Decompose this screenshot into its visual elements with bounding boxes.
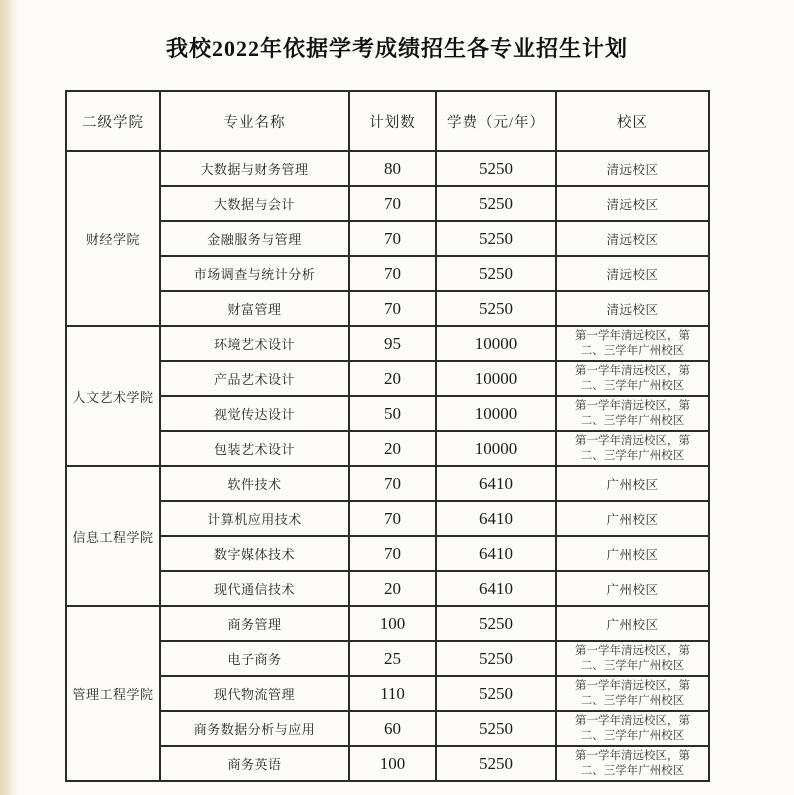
campus-cell: 第一学年清远校区，第二、三学年广州校区	[556, 431, 709, 466]
table-row	[66, 466, 709, 501]
campus-cell: 第一学年清远校区，第二、三学年广州校区	[556, 396, 709, 431]
table-row	[66, 711, 709, 746]
campus-cell: 广州校区	[556, 466, 709, 501]
campus-cell: 第一学年清远校区，第二、三学年广州校区	[556, 641, 709, 676]
major-cell: 数字媒体技术	[160, 536, 349, 571]
plan-count-cell: 70	[349, 291, 436, 326]
plan-count-cell: 95	[349, 326, 436, 361]
header-major: 专业名称	[160, 91, 349, 151]
major-cell: 商务数据分析与应用	[160, 711, 349, 746]
campus-cell: 广州校区	[556, 536, 709, 571]
major-cell: 产品艺术设计	[160, 361, 349, 396]
campus-cell: 清远校区	[556, 221, 709, 256]
major-cell: 计算机应用技术	[160, 501, 349, 536]
table-row	[66, 396, 709, 431]
major-cell: 包装艺术设计	[160, 431, 349, 466]
plan-count-cell: 20	[349, 361, 436, 396]
tuition-cell: 5250	[436, 256, 556, 291]
college-cell: 信息工程学院	[66, 466, 160, 606]
plan-count-cell: 70	[349, 256, 436, 291]
plan-count-cell: 70	[349, 221, 436, 256]
plan-count-cell: 70	[349, 536, 436, 571]
header-tuition: 学费（元/年）	[436, 91, 556, 151]
tuition-cell: 5250	[436, 676, 556, 711]
tuition-cell: 5250	[436, 606, 556, 641]
major-cell: 商务英语	[160, 746, 349, 781]
header-college: 二级学院	[66, 91, 160, 151]
table-row	[66, 676, 709, 711]
plan-count-cell: 25	[349, 641, 436, 676]
plan-count-cell: 70	[349, 466, 436, 501]
table-row	[66, 291, 709, 326]
college-cell: 人文艺术学院	[66, 326, 160, 466]
tuition-cell: 5250	[436, 641, 556, 676]
campus-cell: 第一学年清远校区，第二、三学年广州校区	[556, 711, 709, 746]
major-cell: 软件技术	[160, 466, 349, 501]
page-edge-strip	[0, 0, 20, 795]
tuition-cell: 5250	[436, 746, 556, 781]
major-cell: 环境艺术设计	[160, 326, 349, 361]
tuition-cell: 10000	[436, 326, 556, 361]
tuition-cell: 5250	[436, 221, 556, 256]
plan-count-cell: 60	[349, 711, 436, 746]
plan-count-cell: 20	[349, 571, 436, 606]
header-campus: 校区	[556, 91, 709, 151]
table-row	[66, 501, 709, 536]
plan-count-cell: 100	[349, 746, 436, 781]
tuition-cell: 6410	[436, 501, 556, 536]
campus-cell: 清远校区	[556, 291, 709, 326]
campus-cell: 第一学年清远校区，第二、三学年广州校区	[556, 361, 709, 396]
major-cell: 商务管理	[160, 606, 349, 641]
major-cell: 电子商务	[160, 641, 349, 676]
major-cell: 现代物流管理	[160, 676, 349, 711]
plan-count-cell: 50	[349, 396, 436, 431]
campus-cell: 广州校区	[556, 606, 709, 641]
major-cell: 大数据与会计	[160, 186, 349, 221]
table-header-row	[66, 91, 709, 151]
table-row	[66, 571, 709, 606]
campus-cell: 清远校区	[556, 256, 709, 291]
campus-cell: 广州校区	[556, 571, 709, 606]
campus-cell: 第一学年清远校区，第二、三学年广州校区	[556, 676, 709, 711]
table-row	[66, 186, 709, 221]
tuition-cell: 6410	[436, 536, 556, 571]
table-row	[66, 151, 709, 186]
tuition-cell: 10000	[436, 431, 556, 466]
table-row	[66, 641, 709, 676]
table-row	[66, 361, 709, 396]
campus-cell: 第一学年清远校区，第二、三学年广州校区	[556, 326, 709, 361]
plan-count-cell: 20	[349, 431, 436, 466]
page-title: 我校2022年依据学考成绩招生各专业招生计划	[165, 36, 628, 61]
plan-count-cell: 110	[349, 676, 436, 711]
tuition-cell: 6410	[436, 466, 556, 501]
major-cell: 视觉传达设计	[160, 396, 349, 431]
plan-count-cell: 70	[349, 501, 436, 536]
plan-count-cell: 100	[349, 606, 436, 641]
major-cell: 大数据与财务管理	[160, 151, 349, 186]
table-row	[66, 536, 709, 571]
campus-cell: 第一学年清远校区，第二、三学年广州校区	[556, 746, 709, 781]
table-row	[66, 606, 709, 641]
table-row	[66, 221, 709, 256]
table-row	[66, 326, 709, 361]
campus-cell: 清远校区	[556, 151, 709, 186]
table-row	[66, 431, 709, 466]
major-cell: 现代通信技术	[160, 571, 349, 606]
major-cell: 财富管理	[160, 291, 349, 326]
table-row	[66, 746, 709, 781]
campus-cell: 清远校区	[556, 186, 709, 221]
enrollment-plan-table	[65, 90, 710, 782]
table-row	[66, 256, 709, 291]
college-cell: 财经学院	[66, 151, 160, 326]
plan-count-cell: 80	[349, 151, 436, 186]
major-cell: 市场调查与统计分析	[160, 256, 349, 291]
major-cell: 金融服务与管理	[160, 221, 349, 256]
tuition-cell: 5250	[436, 186, 556, 221]
tuition-cell: 5250	[436, 711, 556, 746]
header-plan-count: 计划数	[349, 91, 436, 151]
campus-cell: 广州校区	[556, 501, 709, 536]
tuition-cell: 10000	[436, 396, 556, 431]
tuition-cell: 5250	[436, 151, 556, 186]
plan-count-cell: 70	[349, 186, 436, 221]
tuition-cell: 5250	[436, 291, 556, 326]
college-cell: 管理工程学院	[66, 606, 160, 781]
tuition-cell: 6410	[436, 571, 556, 606]
tuition-cell: 10000	[436, 361, 556, 396]
